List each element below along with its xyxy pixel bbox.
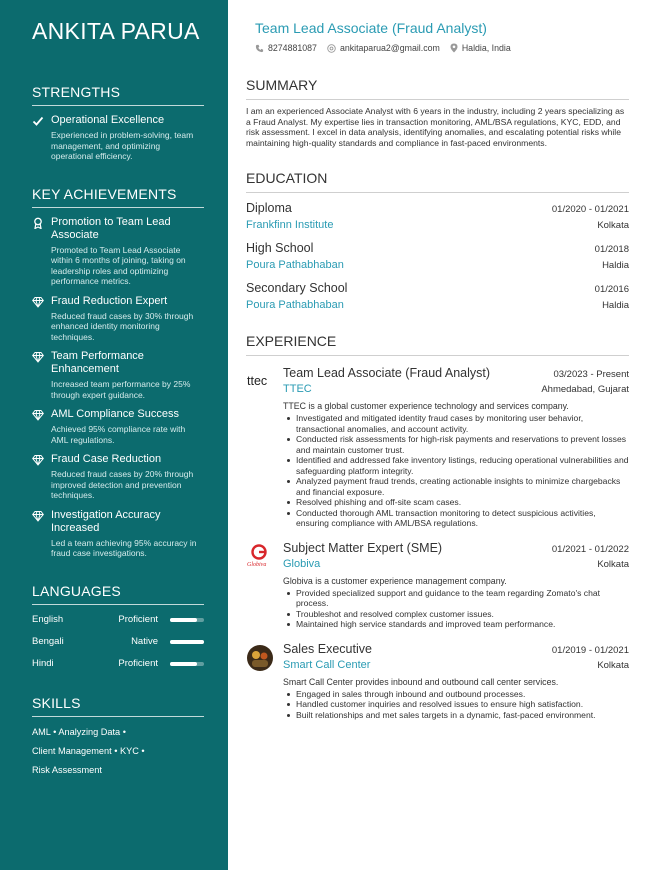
- responsibility-list: [283, 689, 629, 721]
- company-description: Smart Call Center provides inbound and outbound call center services.: [283, 676, 559, 687]
- achievement-item: [32, 509, 204, 559]
- ttec-logo-text: ttec: [247, 374, 268, 388]
- education-location: Haldia: [602, 260, 629, 271]
- language-name: English: [32, 614, 64, 625]
- achievement-desc: Achieved 95% compliance rate with AML regulations.: [51, 424, 186, 445]
- experience-dates: 01/2019 - 01/2021: [551, 644, 629, 656]
- at-icon: [327, 44, 336, 53]
- experience-location: Ahmedabad, Gujarat: [541, 384, 629, 395]
- diamond-icon: [32, 296, 44, 308]
- degree: Diploma: [246, 201, 292, 215]
- experience-item: [246, 642, 629, 721]
- summary-heading: SUMMARY: [246, 77, 629, 100]
- company: Smart Call Center: [283, 658, 371, 671]
- phone-text: 8274881087: [268, 43, 317, 53]
- achievement-item: [32, 453, 204, 501]
- language-proficiency-bar: [170, 640, 204, 644]
- skills-heading: SKILLS: [32, 695, 204, 717]
- language-level: Proficient: [118, 658, 158, 669]
- smart-call-center-logo: [246, 644, 274, 672]
- education-location: Haldia: [602, 300, 629, 311]
- responsibility-list: [283, 413, 629, 529]
- education-item: [246, 241, 629, 271]
- company: Globiva: [283, 557, 321, 570]
- list-item: Provided specialized support and guidance to the team regarding Zomato's chat process.: [285, 588, 629, 609]
- role: Sales Executive: [283, 641, 372, 656]
- language-name: Bengali: [32, 636, 64, 647]
- education-dates: 01/2020 - 01/2021: [551, 204, 629, 215]
- institution: Poura Pathabhaban: [246, 299, 344, 311]
- location-text: Haldia, India: [461, 43, 511, 53]
- education-item: [246, 281, 629, 311]
- achievement-title: AML Compliance Success: [51, 408, 179, 420]
- list-item: Maintained high service standards and improved team performance.: [285, 619, 629, 630]
- email-text: ankitaparua2@gmail.com: [339, 43, 440, 53]
- achievement-desc: Led a team achieving 95% accuracy in fraud case investigations.: [51, 537, 197, 558]
- list-item: Engaged in sales through inbound and outbound processes.: [285, 689, 629, 700]
- strength-desc: Experienced in problem-solving, team management, and optimizing operational efficiency.: [51, 130, 194, 161]
- language-row: [32, 613, 204, 627]
- education-heading: EDUCATION: [246, 170, 629, 193]
- role: Team Lead Associate (Fraud Analyst): [283, 366, 491, 380]
- location: [450, 43, 511, 53]
- responsibility-list: [283, 588, 629, 630]
- skills-line: AML • Analyzing Data •: [32, 726, 126, 737]
- company: TTEC: [283, 383, 312, 395]
- achievement-title: Promotion to Team Lead Associate: [51, 215, 171, 241]
- strength-item: [32, 114, 204, 162]
- main-content: [246, 0, 629, 720]
- achievements-heading: KEY ACHIEVEMENTS: [32, 186, 204, 208]
- diamond-icon: [32, 351, 44, 363]
- award-icon: [32, 217, 44, 229]
- list-item: Identified and addressed fake inventory listings, reducing operational vulnerabilities and safeguarding platform integrity.: [285, 455, 629, 476]
- experience-dates: 03/2023 - Present: [553, 369, 629, 380]
- contact-info: [255, 43, 629, 53]
- education-dates: 01/2016: [594, 284, 629, 295]
- experience-location: Kolkata: [597, 558, 629, 570]
- language-proficiency-fill: [170, 618, 197, 622]
- language-proficiency-bar: [170, 662, 204, 666]
- globiva-logo-text: Globiva: [247, 561, 267, 568]
- achievement-title: Fraud Reduction Expert: [51, 294, 168, 307]
- company-description: Globiva is a customer experience management company.: [283, 575, 507, 586]
- language-level: Proficient: [118, 614, 158, 625]
- skills-line: Risk Assessment: [32, 764, 102, 775]
- degree: Secondary School: [246, 281, 348, 295]
- skills-list: [32, 723, 204, 780]
- job-title: Team Lead Associate (Fraud Analyst): [255, 20, 487, 36]
- achievement-desc: Reduced fraud cases by 20% through improved detection and prevention techniques.: [51, 469, 194, 500]
- diamond-icon: [32, 454, 44, 466]
- degree: High School: [246, 241, 314, 255]
- achievement-desc: Promoted to Team Lead Associate within 6 months of joining, taking on leadership roles and optimizing performance metrics.: [51, 244, 186, 286]
- list-item: Conducted risk assessments for high-risk payments and reservations to prevent losses and maintain customer trust.: [285, 434, 629, 455]
- experience-dates: 01/2021 - 01/2022: [551, 543, 629, 555]
- ttec-logo: [246, 368, 274, 396]
- diamond-icon: [32, 510, 44, 522]
- language-level: Native: [131, 636, 158, 647]
- experience-item: [246, 366, 629, 529]
- achievement-desc: Increased team performance by 25% through expert guidance.: [51, 379, 191, 400]
- languages-heading: LANGUAGES: [32, 583, 204, 605]
- experience-heading: EXPERIENCE: [246, 333, 629, 356]
- list-item: Troubleshot and resolved complex customer issues.: [285, 609, 629, 620]
- phone-icon: [255, 44, 264, 53]
- phone: [255, 43, 317, 53]
- strengths-heading: STRENGTHS: [32, 84, 204, 106]
- education-item: [246, 201, 629, 231]
- email[interactable]: [327, 43, 440, 53]
- summary-text: I am an experienced Associate Analyst with 6 years in the industry, including 2 years specializing as a Fraud Analyst. My expertise lies in transaction monitoring, AML/BSA regulations, KYC, EDD, and risk assessment. I excel in data analysis, identifying anomalies, and escalating potential risks while maintaining high-quality standards and compliance in fast-paced environments.: [246, 106, 625, 148]
- achievement-item: [32, 216, 204, 287]
- education-location: Kolkata: [597, 220, 629, 231]
- achievement-item: [32, 295, 204, 343]
- list-item: Resolved phishing and off-site scam cases.: [285, 497, 629, 508]
- institution: Frankfinn Institute: [246, 219, 334, 231]
- check-icon: [32, 115, 44, 127]
- language-row: [32, 635, 204, 649]
- achievement-title: Fraud Case Reduction: [51, 453, 162, 465]
- diamond-icon: [32, 409, 44, 421]
- company-description: TTEC is a global customer experience technology and services company.: [283, 401, 569, 411]
- language-proficiency-bar: [170, 618, 204, 622]
- language-row: [32, 657, 204, 671]
- language-proficiency-fill: [170, 662, 197, 666]
- language-name: Hindi: [32, 658, 54, 669]
- globiva-logo: [246, 543, 274, 571]
- list-item: Conducted thorough AML transaction monitoring to detect suspicious activities, ensuring compliance with AML/BSA regulations.: [285, 508, 629, 529]
- education-dates: 01/2018: [594, 244, 629, 255]
- strength-title: Operational Excellence: [51, 114, 165, 126]
- list-item: Investigated and mitigated identity fraud cases by monitoring user behavior, transactional anomalies, and account activity.: [285, 413, 629, 434]
- achievement-title: Team Performance Enhancement: [51, 350, 144, 375]
- candidate-name: ANKITA PARUA: [32, 18, 200, 44]
- role: Subject Matter Expert (SME): [283, 540, 443, 555]
- experience-location: Kolkata: [597, 659, 629, 671]
- skills-line: Client Management • KYC •: [32, 745, 145, 756]
- achievement-item: [32, 408, 204, 445]
- achievement-item: [32, 350, 204, 400]
- list-item: Built relationships and met sales targets in a dynamic, fast-paced environment.: [285, 710, 629, 721]
- sidebar: [0, 0, 228, 870]
- location-pin-icon: [450, 43, 458, 53]
- list-item: Handled customer inquiries and resolved issues to ensure high satisfaction.: [285, 699, 629, 710]
- language-proficiency-fill: [170, 640, 204, 644]
- list-item: Analyzed payment fraud trends, creating actionable insights to minimize chargebacks and financial exposure.: [285, 476, 629, 497]
- experience-item: [246, 541, 629, 630]
- achievement-desc: Reduced fraud cases by 30% through enhanced identity monitoring techniques.: [51, 310, 194, 342]
- achievement-title: Investigation Accuracy Increased: [51, 508, 161, 534]
- institution: Poura Pathabhaban: [246, 259, 344, 271]
